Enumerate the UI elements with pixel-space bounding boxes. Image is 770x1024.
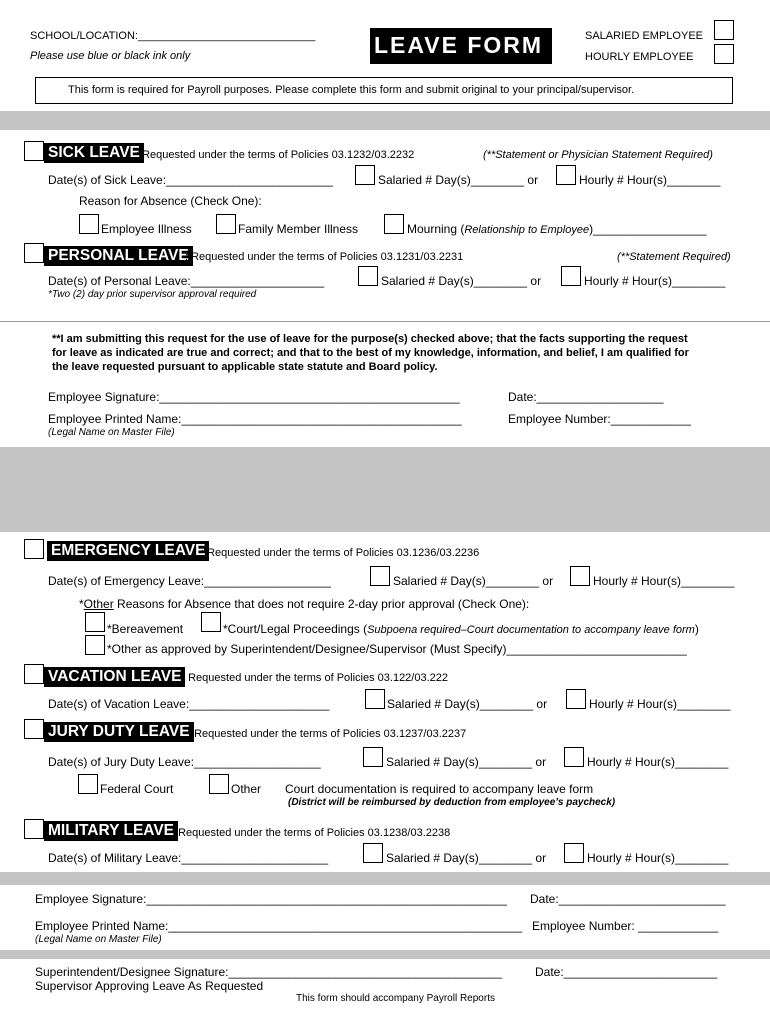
bereavement-label: *Bereavement xyxy=(107,622,184,636)
personal-dates-field[interactable]: Date(s) of Personal Leave:____________________ xyxy=(48,274,325,288)
certify-line-1: **I am submitting this request for the use of leave for the purpose(s) checked above; that the facts supporting the request xyxy=(52,333,688,345)
superintendent-date[interactable]: Date:_______________________ xyxy=(535,965,718,979)
jury-hourly-checkbox[interactable] xyxy=(564,747,584,767)
emergency-leave-policy: : Requested under the terms of Policies 03.1236/03.2236 xyxy=(201,547,480,559)
sick-hourly-checkbox[interactable] xyxy=(556,165,576,185)
certify-employee-signature[interactable]: Employee Signature:_____________________________________________ xyxy=(48,390,460,404)
certify-employee-name[interactable]: Employee Printed Name:__________________________________________ xyxy=(48,412,462,426)
reasons-text: Reasons for Absence that does not require 2-day prior approval (Check One): xyxy=(113,597,530,611)
emergency-salaried-days[interactable]: Salaried # Day(s)________ or xyxy=(393,574,554,588)
personal-hourly-checkbox[interactable] xyxy=(561,266,581,286)
emergency-leave-header: EMERGENCY LEAVE xyxy=(47,541,209,561)
reasons-star: * xyxy=(79,597,84,611)
mourning-field[interactable] xyxy=(407,222,707,236)
other-approved-field[interactable]: *Other as approved by Superintendent/Designee/Supervisor (Must Specify)___________________________ xyxy=(107,642,687,656)
divider-band-footer xyxy=(0,872,770,885)
employee-illness-label: Employee Illness xyxy=(101,222,192,236)
certify-line-2: for leave as indicated are true and correct; and that to the best of my knowledge, information, and belief, I am qualified for xyxy=(52,347,689,359)
vacation-salaried-checkbox[interactable] xyxy=(365,689,385,709)
court-note: Subpoena required–Court documentation to accompany leave form xyxy=(367,624,695,636)
military-salaried-days[interactable]: Salaried # Day(s)________ or xyxy=(386,851,547,865)
sick-salaried-days[interactable]: Salaried # Day(s)________ or xyxy=(378,173,539,187)
court-label: *Court/Legal Proceedings ( xyxy=(223,622,368,636)
section-rule xyxy=(0,321,770,322)
reasons-other: Other xyxy=(83,597,114,611)
sick-leave-header: SICK LEAVE xyxy=(44,143,144,163)
footer-date[interactable]: Date:_________________________ xyxy=(530,892,726,906)
jury-duty-policy: : Requested under the terms of Policies 03.1237/03.2237 xyxy=(188,728,467,740)
court-close: ) xyxy=(694,622,699,636)
emergency-salaried-checkbox[interactable] xyxy=(370,566,390,586)
mourning-checkbox[interactable] xyxy=(384,214,404,234)
payroll-notice: This form is required for Payroll purposes. Please complete this form and submit original to your principal/supervisor. xyxy=(68,84,635,96)
emergency-hourly-hours[interactable]: Hourly # Hour(s)________ xyxy=(593,574,735,588)
sick-leave-policy: : Requested under the terms of Policies 03.1232/03.2232 xyxy=(136,149,415,161)
certify-line-3: the leave requested pursuant to applicable state statute and Board policy. xyxy=(52,361,438,373)
mourning-blank: )_________________ xyxy=(589,222,707,236)
personal-leave-note: (**Statement Required) xyxy=(617,251,731,263)
military-leave-checkbox[interactable] xyxy=(24,819,44,839)
vacation-dates-field[interactable]: Date(s) of Vacation Leave:_____________________ xyxy=(48,697,330,711)
court-doc-requirement: Court documentation is required to accompany leave form xyxy=(285,782,594,796)
sick-leave-note: (**Statement or Physician Statement Required) xyxy=(483,149,713,161)
personal-salaried-days[interactable]: Salaried # Day(s)________ or xyxy=(381,274,542,288)
footer-employee-signature[interactable]: Employee Signature:______________________________________________________ xyxy=(35,892,507,906)
military-leave-policy: : Requested under the terms of Policies 03.1238/03.2238 xyxy=(172,827,451,839)
divider-band-bottom xyxy=(0,950,770,959)
form-title-box xyxy=(370,28,552,64)
superintendent-signature[interactable]: Superintendent/Designee Signature:_________________________________________ xyxy=(35,965,503,979)
bereavement-checkbox[interactable] xyxy=(85,612,105,632)
school-location-field[interactable]: SCHOOL/LOCATION:_____________________________ xyxy=(30,30,316,42)
sick-leave-checkbox[interactable] xyxy=(24,141,44,161)
hourly-employee-label: HOURLY EMPLOYEE xyxy=(585,51,694,63)
vacation-hourly-checkbox[interactable] xyxy=(566,689,586,709)
footer-employee-number[interactable]: Employee Number: ____________ xyxy=(532,919,719,933)
personal-leave-policy: : Requested under the terms of Policies 03.1231/03.2231 xyxy=(185,251,464,263)
jury-salaried-checkbox[interactable] xyxy=(363,747,383,767)
sick-dates-field[interactable]: Date(s) of Sick Leave:_________________________ xyxy=(48,173,333,187)
court-legal-label xyxy=(223,622,699,636)
accompany-payroll-note: This form should accompany Payroll Reports xyxy=(296,993,495,1004)
emergency-reasons-label xyxy=(79,597,529,611)
family-illness-label: Family Member Illness xyxy=(238,222,359,236)
jury-duty-checkbox[interactable] xyxy=(24,719,44,739)
vacation-salaried-days[interactable]: Salaried # Day(s)________ or xyxy=(387,697,548,711)
personal-salaried-checkbox[interactable] xyxy=(358,266,378,286)
personal-leave-header: PERSONAL LEAVE xyxy=(44,246,193,266)
certify-date[interactable]: Date:___________________ xyxy=(508,390,664,404)
form-title: LEAVE FORM xyxy=(374,32,544,58)
hourly-employee-checkbox[interactable] xyxy=(714,44,734,64)
divider-band xyxy=(0,111,770,130)
vacation-leave-policy: : Requested under the terms of Policies 03.122/03.222 xyxy=(182,672,449,684)
federal-court-checkbox[interactable] xyxy=(78,774,98,794)
vacation-leave-header: VACATION LEAVE xyxy=(44,667,185,687)
emergency-dates-field[interactable]: Date(s) of Emergency Leave:___________________ xyxy=(48,574,331,588)
mourning-label: Mourning ( xyxy=(407,222,465,236)
court-legal-checkbox[interactable] xyxy=(201,612,221,632)
mourning-relationship: Relationship to Employee xyxy=(464,224,590,236)
jury-duty-header: JURY DUTY LEAVE xyxy=(44,722,194,742)
jury-other-label: Other xyxy=(231,782,262,796)
certify-employee-number[interactable]: Employee Number:____________ xyxy=(508,412,691,426)
certify-legal-name-note: (Legal Name on Master File) xyxy=(48,427,175,438)
ink-instruction: Please use blue or black ink only xyxy=(30,50,191,62)
supervisor-approving-label: Supervisor Approving Leave As Requested xyxy=(35,979,264,993)
military-hourly-hours[interactable]: Hourly # Hour(s)________ xyxy=(587,851,729,865)
military-dates-field[interactable]: Date(s) of Military Leave:______________________ xyxy=(48,851,329,865)
federal-court-label: Federal Court xyxy=(100,782,174,796)
footer-employee-name[interactable]: Employee Printed Name:_____________________________________________________ xyxy=(35,919,523,933)
military-hourly-checkbox[interactable] xyxy=(564,843,584,863)
military-leave-header: MILITARY LEAVE xyxy=(44,821,178,841)
payroll-notice-box xyxy=(35,77,733,104)
personal-hourly-hours[interactable]: Hourly # Hour(s)________ xyxy=(584,274,726,288)
jury-dates-field[interactable]: Date(s) of Jury Duty Leave:___________________ xyxy=(48,755,321,769)
employee-illness-checkbox[interactable] xyxy=(79,214,99,234)
emergency-hourly-checkbox[interactable] xyxy=(570,566,590,586)
personal-leave-checkbox[interactable] xyxy=(24,243,44,263)
sick-salaried-checkbox[interactable] xyxy=(355,165,375,185)
jury-other-checkbox[interactable] xyxy=(209,774,229,794)
reimbursement-note: (District will be reimbursed by deduction from employee’s paycheck) xyxy=(288,797,616,808)
footer-legal-name-note: (Legal Name on Master File) xyxy=(35,934,162,945)
military-salaried-checkbox[interactable] xyxy=(363,843,383,863)
jury-hourly-hours[interactable]: Hourly # Hour(s)________ xyxy=(587,755,729,769)
emergency-leave-checkbox[interactable] xyxy=(24,539,44,559)
sick-reason-label: Reason for Absence (Check One): xyxy=(79,194,262,208)
gray-divider-block xyxy=(0,447,770,532)
vacation-leave-checkbox[interactable] xyxy=(24,664,44,684)
sick-hourly-hours[interactable]: Hourly # Hour(s)________ xyxy=(579,173,721,187)
personal-approval-note: *Two (2) day prior supervisor approval required xyxy=(48,289,257,300)
vacation-hourly-hours[interactable]: Hourly # Hour(s)________ xyxy=(589,697,731,711)
jury-salaried-days[interactable]: Salaried # Day(s)________ or xyxy=(386,755,547,769)
other-approved-checkbox[interactable] xyxy=(85,635,105,655)
salaried-employee-label: SALARIED EMPLOYEE xyxy=(585,30,703,42)
salaried-employee-checkbox[interactable] xyxy=(714,20,734,40)
family-illness-checkbox[interactable] xyxy=(216,214,236,234)
